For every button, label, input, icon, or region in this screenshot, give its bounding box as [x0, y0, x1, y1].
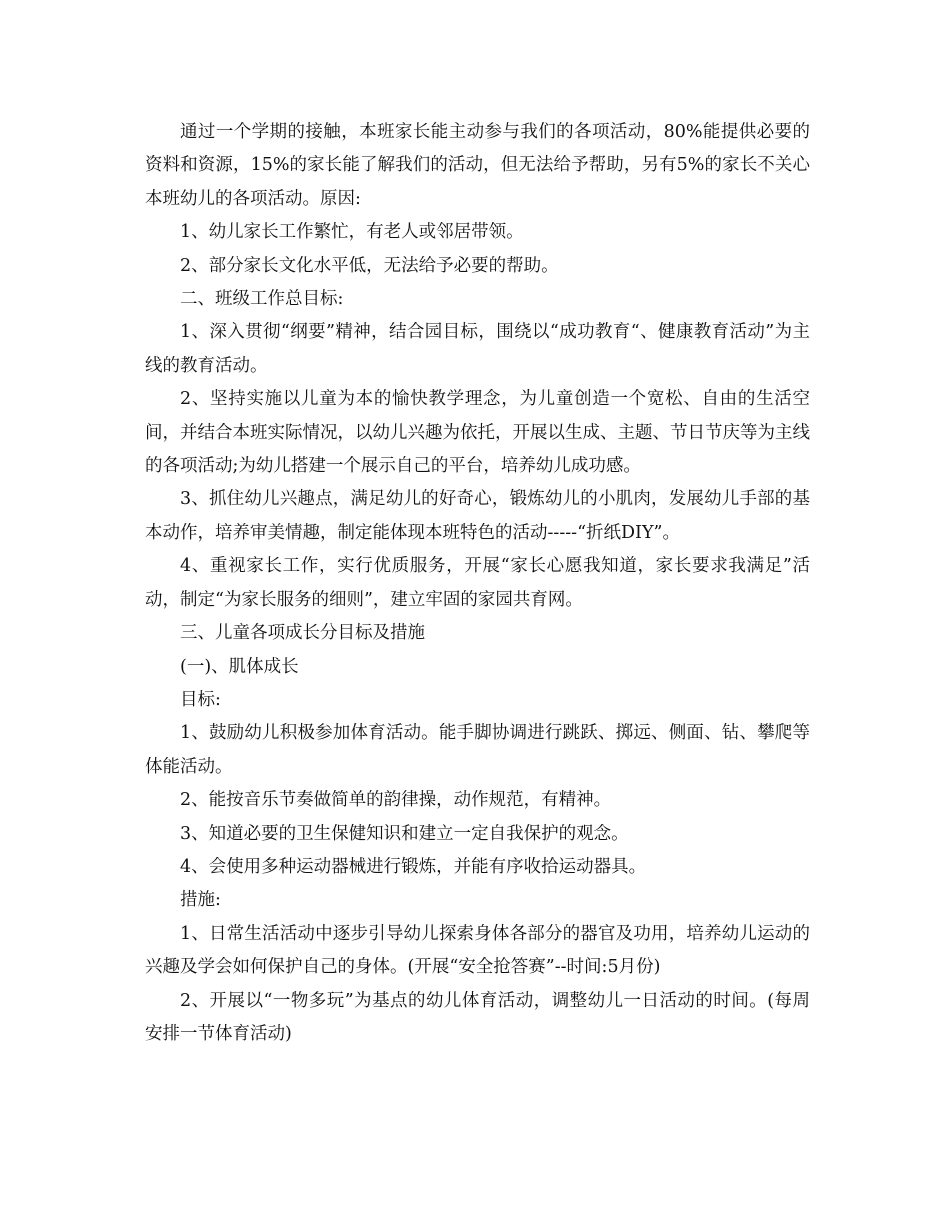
paragraph-goal-1: 1、深入贯彻“纲要”精神，结合园目标，围绕以“成功教育“、健康教育活动”为主线的教育活动。 — [145, 322, 810, 376]
paragraph-goal-2: 2、坚持实施以儿童为本的愉快教学理念，为儿童创造一个宽松、自由的生活空间，并结合本班实际情况，以幼儿兴趣为依托，开展以生成、主题、节日节庆等为主线的各项活动;为幼儿搭建一个展示自己的平台，培养幼儿成功感。 — [145, 389, 810, 477]
paragraph-measure-1: 1、日常生活活动中逐步引导幼儿探索身体各部分的器官及功用，培养幼儿运动的兴趣及学会如何保护自己的身体。(开展“安全抢答赛”--时间:5月份) — [145, 923, 810, 978]
paragraph-target-4: 4、会使用多种运动器械进行锻炼，并能有序收拾运动器具。 — [180, 856, 647, 877]
paragraph-target-2: 2、能按音乐节奏做简单的韵律操，动作规范，有精神。 — [180, 790, 612, 811]
heading-class-goals: 二、班级工作总目标: — [180, 289, 344, 310]
document-body — [145, 116, 810, 1051]
paragraph-goal-3: 3、抓住幼儿兴趣点，满足幼儿的好奇心，锻炼幼儿的小肌肉，发展幼儿手部的基本动作，培养审美情趣，制定能体现本班特色的活动-----“折纸DIY”。 — [145, 489, 810, 543]
paragraph-reason-2: 2、部分家长文化水平低，无法给予必要的帮助。 — [180, 255, 559, 276]
paragraph-parent-situation: 通过一个学期的接触，本班家长能主动参与我们的各项活动，80%能提供必要的资料和资源，15%的家长能了解我们的活动，但无法给予帮助，另有5%的家长不关心本班幼儿的各项活动。原因: — [145, 122, 810, 209]
paragraph-measure-2: 2、开展以“一物多玩”为基点的幼儿体育活动，调整幼儿一日活动的时间。(每周安排一节体育活动) — [145, 990, 810, 1044]
heading-measures: 措施: — [180, 890, 221, 911]
heading-targets: 目标: — [180, 689, 221, 710]
heading-physical-growth: (一)、肌体成长 — [180, 656, 299, 677]
paragraph-target-1: 1、鼓励幼儿积极参加体育活动。能手脚协调进行跳跃、掷远、侧面、钻、攀爬等体能活动。 — [145, 723, 810, 777]
paragraph-goal-4: 4、重视家长工作，实行优质服务，开展“家长心愿我知道，家长要求我满足”活动，制定“为家长服务的细则”，建立牢固的家园共育网。 — [145, 556, 810, 610]
paragraph-target-3: 3、知道必要的卫生保健知识和建立一定自我保护的观念。 — [180, 823, 629, 844]
heading-growth-goals: 三、儿童各项成长分目标及措施 — [180, 623, 425, 644]
paragraph-reason-1: 1、幼儿家长工作繁忙，有老人或邻居带领。 — [180, 222, 524, 243]
